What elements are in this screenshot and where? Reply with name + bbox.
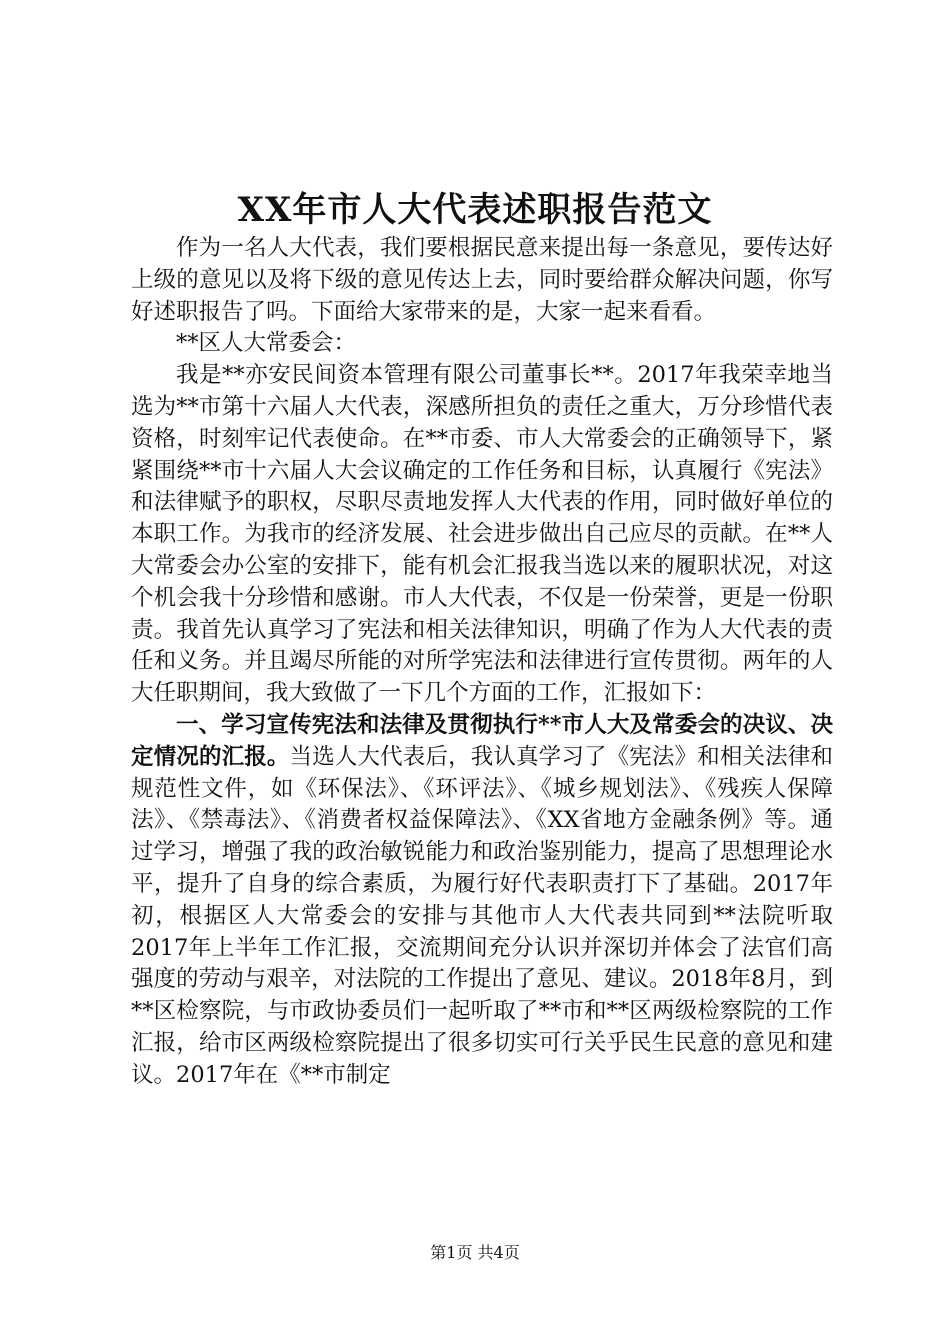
section-paragraph bbox=[131, 710, 833, 1092]
document-title: XX年市人大代表述职报告范文 bbox=[237, 190, 713, 230]
page-footer: 第1页 共4页 bbox=[430, 1243, 520, 1262]
section-body: 当选人大代表后，我认真学习了《宪法》和相关法律和规范性文件，如《环保法》、《环评法》、《城乡规划法》、《残疾人保障法》、《禁毒法》、《消费者权益保障法》、《XX省地方金融条例》等。通过学习，增强了我的政治敏锐能力和政治鉴别能力，提高了思想理论水平，提升了自身的综合素质，为履行好代表职责打下了基础。2017年初，根据区人大常委会的安排与其他市人大代表共同到**法院听取2017年上半年工作汇报，交流期间充分认识并深切并体会了法官们高强度的劳动与艰辛，对法院的工作提出了意见、建议。2018年8月，到**区检察院，与市政协委员们一起听取了**市和**区两级检察院的工作汇报，给市区两级检察院提出了很多切实可行关乎民生民意的意见和建议。2017年在《**市制定 bbox=[131, 743, 833, 1088]
document-body bbox=[131, 233, 833, 1092]
section-heading: 一、学习宣传宪法和法律及贯彻执行**市人大及常委会的决议、决定情况的汇报。 bbox=[131, 711, 833, 770]
intro-paragraph: 作为一名人大代表，我们要根据民意来提出每一条意见，要传达好上级的意见以及将下级的意见传达上去，同时要给群众解决问题，你写好述职报告了吗。下面给大家带来的是，大家一起来看看。 bbox=[131, 235, 833, 325]
salutation: **区人大常委会： bbox=[176, 330, 357, 357]
body-paragraph: 我是**亦安民间资本管理有限公司董事长**。2017年我荣幸地当选为**市第十六届人大代表，深感所担负的责任之重大，万分珍惜代表资格，时刻牢记代表使命。在**市委、市人大常委会的正确领导下，紧紧围绕**市十六届人大会议确定的工作任务和目标，认真履行《宪法》和法律赋予的职权，尽职尽责地发挥人大代表的作用，同时做好单位的本职工作。为我市的经济发展、社会进步做出自己应尽的贡献。在**人大常委会办公室的安排下，能有机会汇报我当选以来的履职状况，对这个机会我十分珍惜和感谢。市人大代表，不仅是一份荣誉，更是一份职责。我首先认真学习了宪法和相关法律知识，明确了作为人大代表的责任和义务。并且竭尽所能的对所学宪法和法律进行宣传贯彻。两年的人大任职期间，我大致做了一下几个方面的工作，汇报如下： bbox=[131, 362, 833, 707]
